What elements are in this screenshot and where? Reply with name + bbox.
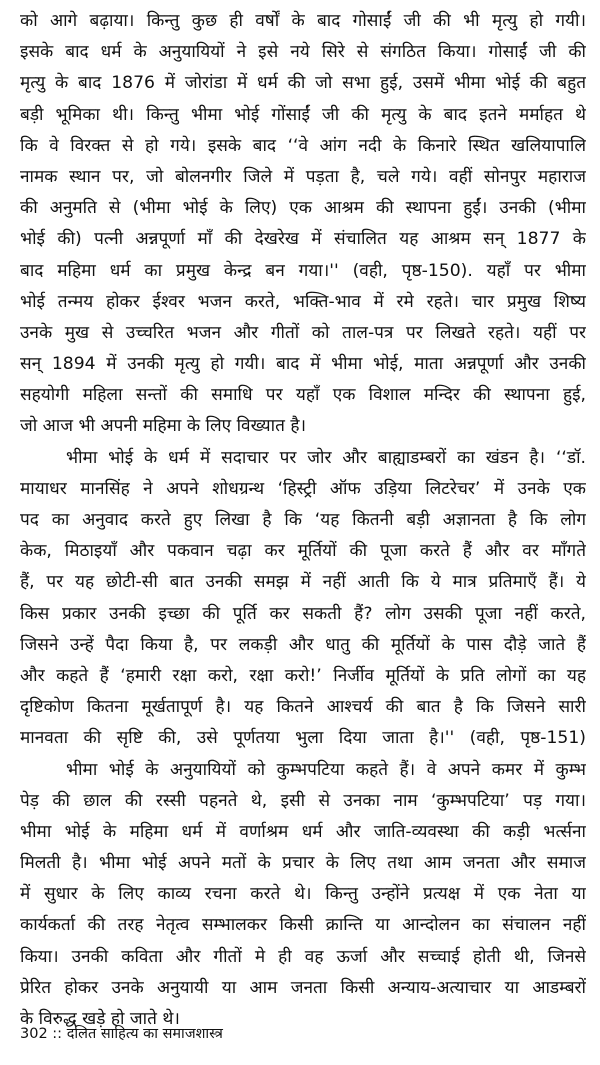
text-line: भीमा भोई के अनुयायियों को कुम्भपटिया कहते हैं। वे अपने कमर में कुम्भ [66, 759, 586, 780]
text-line: कि वे विरक्त से हो गये। इसके बाद ‘‘वे आंग नदी के किनारे स्थित खलियापालि [20, 135, 586, 156]
page-footer [20, 1022, 223, 1046]
text-line: मानवता की सृष्टि की, उसे पूर्णतया भुला दिया जाता है।'' (वही, पृष्ठ-151) [20, 728, 586, 749]
text-line: किस प्रकार उनकी इच्छा की पूर्ति कर सकती हैं? लोग उसकी पूजा नहीं करते, [20, 603, 586, 624]
page-body [20, 6, 586, 1035]
text-line: को आगे बढ़ाया। किन्तु कुछ ही वर्षों के बाद गोसाईं जी की भी मृत्यु हो गयी। [20, 11, 586, 31]
text-line: बाद महिमा धर्म का प्रमुख केन्द्र बन गया।'' (वही, पृष्ठ-150). यहाँ पर भीमा [20, 260, 586, 281]
text-line: नामक स्थान पर, जो बोलनगीर जिले में पड़ता है, चले गये। वहीं सोनपुर महाराज [20, 166, 586, 187]
text-line: प्रेरित होकर उनके अनुयायी या आम जनता किसी अन्याय-अत्याचार या आडम्बरों [20, 977, 586, 998]
text-line: जिसने उन्हें पैदा किया है, पर लकड़ी और धातु की मूर्तियों के पास दौड़े जाते हैं [20, 634, 586, 655]
text-line: मिलती है। भीमा भोई अपने मतों के प्रचार के लिए तथा आम जनता और समाज [20, 853, 586, 874]
text-line: मृत्यु के बाद 1876 में जोरांडा में धर्म की जो सभा हुई, उसमें भीमा भोई की बहुत [20, 73, 586, 94]
text-line: की अनुमति से (भीमा भोई के लिए) एक आश्रम की स्थापना हुईं। उनकी (भीमा [20, 198, 586, 219]
text-line: किया। उनकी कविता और गीतों मे ही वह ऊर्जा और सच्चाई होती थी, जिनसे [20, 946, 586, 967]
text-line: पेड़ की छाल की रस्सी पहनते थे, इसी से उनका नाम ‘कुम्भपटिया’ पड़ गया। [20, 790, 586, 811]
book-title: दलित साहित्य का समाजशास्त्र [66, 1026, 223, 1042]
text-line: जो आज भी अपनी महिमा के लिए विख्यात है। [20, 416, 306, 437]
text-line: कार्यकर्ता की तरह नेतृत्व सम्भालकर किसी क्रान्ति या आन्दोलन का संचालन नहीं [20, 915, 586, 936]
text-line: पद का अनुवाद करते हुए लिखा है कि ‘यह कितनी बड़ी अज्ञानता है कि लोग [20, 510, 586, 530]
text-line: इसके बाद धर्म के अनुयायियों ने इसे नये सिरे से संगठित किया। गोसाईं जी की [20, 42, 586, 63]
text-line: केक, मिठाइयाँ और पकवान चढ़ा कर मूर्तियों की पूजा करते हैं और वर माँगते [20, 541, 586, 562]
footer-separator: :: [52, 1026, 63, 1042]
text-line: बड़ी भूमिका थी। किन्तु भीमा भोई गोंसाईं जी की मृत्यु के बाद इतने मर्माहत थे [20, 104, 586, 125]
text-line: सहयोगी महिला सन्तों की समाधि पर यहाँ एक विशाल मन्दिर की स्थापना हुई, [20, 385, 586, 406]
text-line: भीमा भोई के धर्म में सदाचार पर जोर और बाह्याडम्बरों का खंडन है। ‘‘डॉ. [66, 447, 586, 468]
page-number: 302 [20, 1026, 48, 1042]
text-line: भोई की) पत्नी अन्नपूर्णा माँ की देखरेख में संचालित यह आश्रम सन् 1877 के [20, 229, 586, 250]
text-line: और कहते हैं ‘हमारी रक्षा करो, रक्षा करो!’ निर्जीव मूर्तियों के प्रति लोगों का यह [20, 665, 586, 686]
text-line: में सुधार के लिए काव्य रचना करते थे। किन्तु उन्होंने प्रत्यक्ष में एक नेता या [20, 884, 586, 905]
text-line: उनके मुख से उच्चरित भजन और गीतों को ताल-पत्र पर लिखते रहते। यहीं पर [20, 322, 586, 343]
text-line: दृष्टिकोण कितना मूर्खतापूर्ण है। यह कितने आश्चर्य की बात है कि जिसने सारी [20, 697, 586, 718]
text-line: सन् 1894 में उनकी मृत्यु हो गयी। बाद में भीमा भोई, माता अन्नपूर्णा और उनकी [20, 354, 586, 375]
paragraph [20, 6, 586, 443]
text-line: मायाधर मानसिंह ने अपने शोधग्रन्थ ‘हिस्ट्री ऑफ उड़िया लिटरेचर’ में उनके एक [20, 478, 586, 499]
text-line: भीमा भोई के महिमा धर्म में वर्णाश्रम धर्म और जाति-व्यवस्था की कड़ी भर्त्सना [20, 821, 586, 842]
text-line: हैं, पर यह छोटी-सी बात उनकी समझ में नहीं आती कि ये मात्र प्रतिमाएँ हैं। ये [20, 572, 586, 593]
text-line: भोई तन्मय होकर ईश्वर भजन करते, भक्ति-भाव में रमे रहते। चार प्रमुख शिष्य [20, 291, 586, 312]
paragraph [20, 443, 586, 755]
text-line: के विरुद्ध खड़े हो जाते थे। [20, 1009, 180, 1029]
paragraph [20, 755, 586, 1036]
